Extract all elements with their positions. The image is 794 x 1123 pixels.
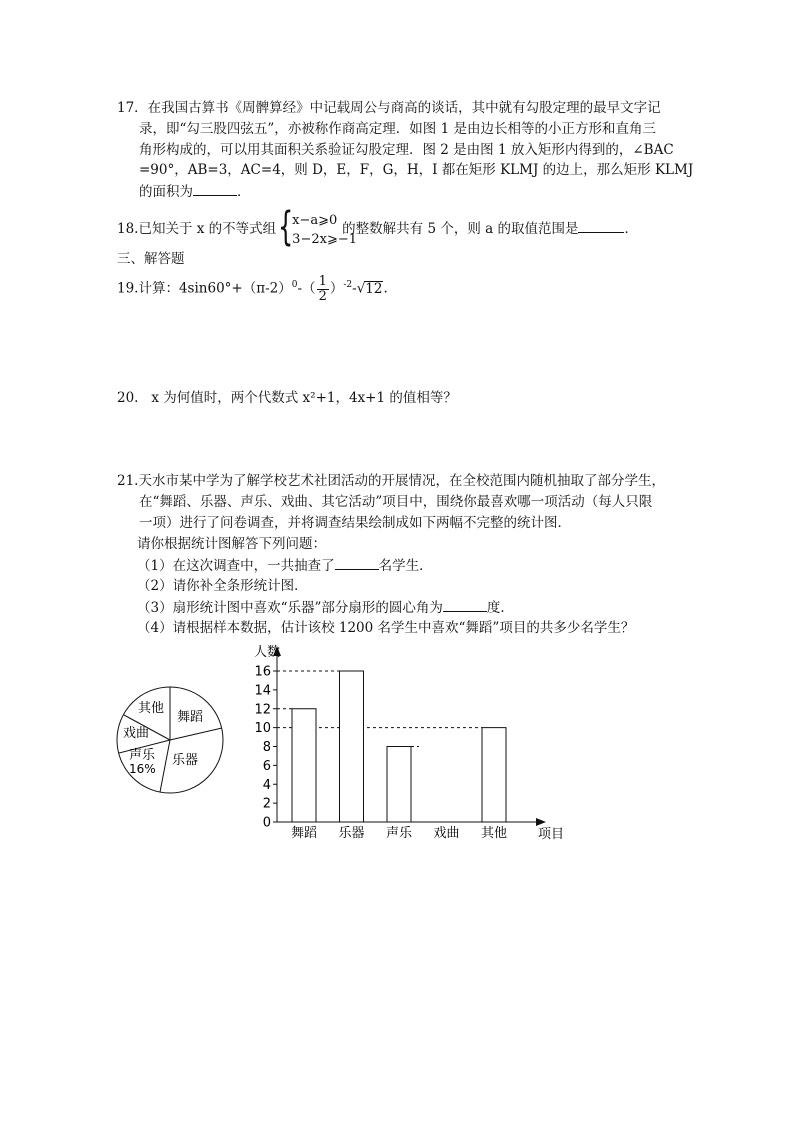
q21-line1: 21.天水市某中学为了解学校艺术社团活动的开展情况，在全校范围内随机抽取了部分学生，	[117, 473, 665, 489]
chart-categories	[291, 825, 507, 841]
q17-line2: 录，即“勾三股四弦五”，亦被称作商高定理．如图 1 是由边长相等的小正方形和直角三	[139, 121, 656, 137]
q19-numerator: 1	[318, 273, 327, 289]
q21-sub3	[137, 597, 514, 618]
section-title: 三、解答题	[117, 251, 185, 267]
left-brace-icon: {	[278, 203, 294, 250]
q19-line	[117, 270, 388, 304]
y-tick-label: 16	[254, 664, 271, 680]
q21-line4: 请你根据统计图解答下列问题：	[137, 536, 326, 552]
x-axis-arrow-icon	[536, 818, 546, 826]
q18-ineq1: x−a⩾0	[292, 212, 338, 228]
q17-line5-end: ．	[237, 184, 251, 200]
q17-line1: 17．在我国古算书《周髀算经》中记载周公与商高的谈话，其中就有勾股定理的最早文字记	[117, 100, 661, 116]
bar	[387, 747, 411, 823]
q21-sub1-end: 名学生．	[378, 558, 433, 574]
bar	[482, 728, 506, 822]
q19-mid: -（	[297, 280, 316, 297]
chart-ticks	[254, 665, 277, 831]
q18-inequality-system	[278, 203, 357, 250]
q21-sub2: （2）请你补全条形统计图．	[137, 578, 308, 594]
pie-label-qita: 其他	[138, 701, 165, 716]
bar	[292, 709, 316, 822]
q17-answer-blank[interactable]	[193, 181, 237, 196]
pie-label-shengyue: 声乐	[129, 748, 156, 763]
q19-end: .	[383, 280, 388, 297]
y-tick-label: 8	[262, 740, 271, 755]
x-category-label: 舞蹈	[290, 826, 318, 841]
q21-line3: 一项）进行了问卷调查，并将调查结果绘制成如下两幅不完整的统计图．	[139, 515, 571, 531]
q18-line	[117, 203, 638, 250]
q21-sub3-blank[interactable]	[443, 597, 487, 612]
y-tick-label: 6	[262, 758, 271, 774]
q17-line3: 角形构成的，可以用其面积关系验证勾股定理．图 2 是由图 1 放入矩形内得到的，∠BAC	[139, 142, 674, 158]
x-category-label: 戏曲	[433, 826, 460, 841]
q21-sub4: （4）请根据样本数据，估计该校 1200 名学生中喜欢“舞蹈”项目的共多少名学生？	[137, 620, 635, 636]
bar	[340, 671, 364, 822]
pie-label-wudao: 舞蹈	[177, 710, 204, 725]
chart-bars	[292, 671, 506, 822]
pie-chart	[112, 680, 232, 800]
q19-denominator: 2	[318, 288, 327, 304]
q18-prefix: 18.已知关于 x 的不等式组	[117, 221, 277, 237]
q21-sub1	[137, 555, 433, 576]
q17-line5-text: 的面积为	[139, 184, 193, 200]
y-tick-label: 0	[262, 815, 271, 831]
x-category-label: 其他	[480, 826, 508, 841]
q19-fraction	[317, 275, 329, 304]
q18-answer-blank[interactable]	[578, 218, 624, 233]
q21-sub3-text: （3）扇形统计图中喜欢“乐器”部分扇形的圆心角为	[137, 600, 443, 616]
y-tick-label: 12	[254, 702, 271, 718]
chart-ylabel: 人数	[254, 645, 281, 660]
q21-sub1-blank[interactable]	[335, 555, 379, 570]
q17-line4: =90°，AB=3，AC=4，则 D，E，F，G，H，I 都在矩形 KLMJ 的边上，那么矩形 KLMJ	[139, 162, 694, 178]
q19-prefix: 19.计算：4sin60°+（π-2）	[117, 280, 292, 297]
q19-close: ）	[329, 280, 344, 297]
pie-label-percent: 16%	[129, 762, 156, 776]
bar-chart	[240, 638, 580, 848]
y-tick-label: 4	[262, 777, 271, 793]
q18-suffix: 的整数解共有 5 个，则 a 的取值范围是	[342, 221, 579, 237]
chart-xlabel: 项目	[538, 827, 565, 842]
q21-line2: 在“舞蹈、乐器、声乐、戏曲、其它活动”项目中，围绕你最喜欢哪一项活动（每人只限	[139, 494, 653, 510]
pie-label-xiqu: 戏曲	[123, 726, 150, 741]
q19-radicand: 12	[365, 280, 383, 297]
y-tick-label: 10	[254, 721, 271, 737]
sqrt-icon: √	[356, 280, 366, 297]
x-category-label: 乐器	[338, 826, 365, 841]
q18-ineq2: 3−2x⩾−1	[292, 231, 357, 247]
y-tick-label: 14	[254, 683, 271, 699]
x-category-label: 声乐	[385, 826, 413, 841]
q19-exp2: -2	[343, 280, 353, 290]
q21-sub1-text: （1）在这次调查中，一共抽查了	[137, 558, 335, 574]
q18-end: ．	[624, 221, 638, 237]
q17-line5	[139, 181, 251, 202]
q19-minus: -	[352, 280, 357, 297]
y-tick-label: 2	[262, 796, 271, 812]
pie-label-yueqi: 乐器	[172, 753, 199, 768]
q21-sub3-end: 度．	[486, 600, 514, 616]
q19-exp0: 0	[291, 280, 298, 290]
q20-line: 20. x 为何值时，两个代数式 x²+1，4x+1 的值相等？	[117, 390, 457, 406]
